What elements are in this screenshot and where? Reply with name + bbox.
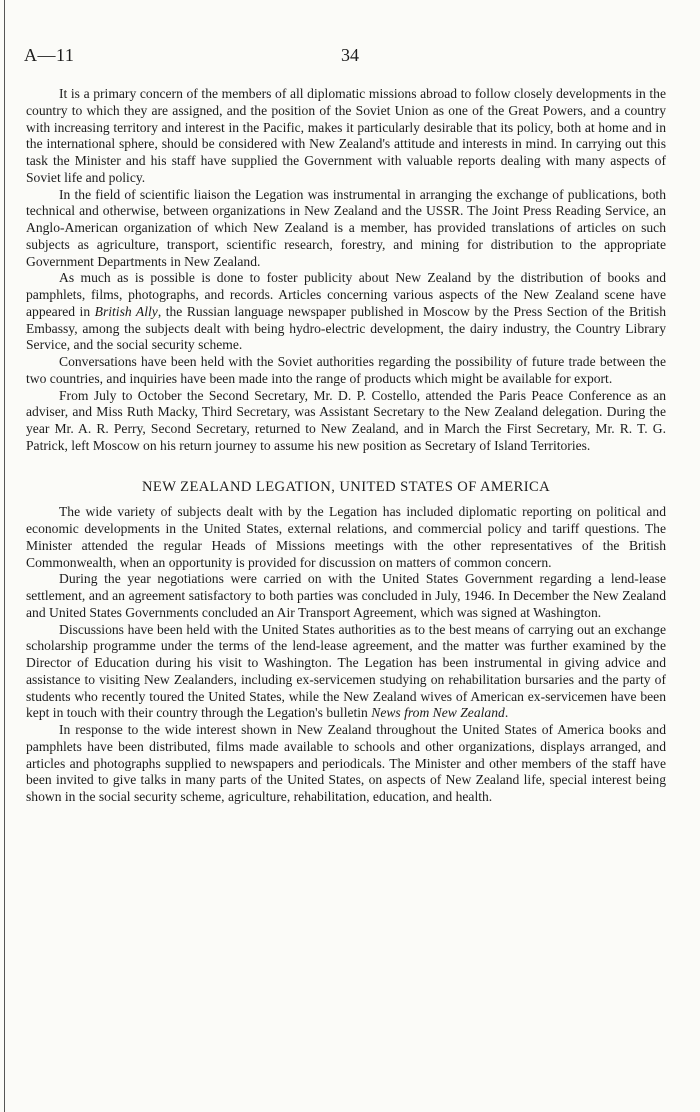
paragraph [26,622,666,723]
paragraph-text: , the Russian language newspaper published in Moscow by the Press Section of the British Embassy, among the subjects dealt with being hydro-electric development, the dairy industry, the Country Library Service, and the social security scheme. [26,303,666,353]
publication-title: British Ally [94,303,158,319]
paragraph: In response to the wide interest shown in New Zealand throughout the United States of America books and pamphlets have been distributed, films made available to schools and other organizations, displays arranged, and articles and photographs supplied to newspapers and periodicals. The Minister and other members of the staff have been invited to give talks in many parts of the United States, on aspects of New Zealand life, special interest being shown in the social security scheme, agriculture, rehabilitation, education, and health. [26,722,666,804]
paragraph: In the field of scientific liaison the Legation was instrumental in arranging the exchange of publications, both technical and otherwise, between organizations in New Zealand and the USSR. The Joint Press Reading Service, an Anglo-American organization of which New Zealand is a member, has provided translations of articles on such subjects as agriculture, transport, scientific research, forestry, and mining for distribution to the appropriate Government Departments in New Zealand. [26,186,666,269]
page-number: 34 [341,45,359,65]
publication-title: News from New Zealand [371,705,505,721]
paragraph: The wide variety of subjects dealt with by the Legation has included diplomatic reporting on political and economic developments in the United States, external relations, and commercial policy and tariff questions. The Minister attended the regular Heads of Missions meetings with the other representatives of the British Commonwealth, when an opportunity is provided for discussion on matters of common concern. [26,504,666,570]
page-body [26,86,666,806]
paragraph [26,270,666,354]
page-header [24,45,676,69]
paragraph-text: As much as is possible is done to foster publicity about New Zealand by the distribution of books and pamphlets, films, photographs, and records. Articles concerning various aspects of the New Zealand scene have appeared in [26,270,666,319]
document-reference: A—11 [24,45,75,65]
paragraph: Conversations have been held with the Soviet authorities regarding the possibility of future trade between the two countries, and inquiries have been made into the range of products which might be available for export. [26,354,666,386]
paragraph-text: . [504,705,509,721]
paragraph-text: Discussions have been held with the United States authorities as to the best means of carrying out an exchange scholarship programme under the terms of the lend-lease agreement, and the matter was further examined by the Director of Education during his visit to Washington. The Legation has been instrumental in giving advice and assistance to visiting New Zealanders, including ex-servicemen studying on rehabilitation bursaries and the party of students who recently toured the United States, while the New Zealand wives of American ex-servicemen have been kept in touch with their country through the Legation's bulletin [26,621,666,721]
page-left-rule [4,0,5,1112]
paragraph: From July to October the Second Secretary, Mr. D. P. Costello, attended the Paris Peace Conference as an adviser, and Miss Ruth Macky, Third Secretary, was Assistant Secretary to the New Zealand delegation. During the year Mr. A. R. Perry, Second Secretary, returned to New Zealand, and in March the First Secretary, Mr. R. T. G. Patrick, left Moscow on his return journey to assume his new position as Secretary of Island Territories. [26,387,666,453]
paragraph: During the year negotiations were carried on with the United States Government regarding a lend-lease settlement, and an agreement satisfactory to both parties was concluded in July, 1946. In December the New Zealand and United States Governments concluded an Air Transport Agreement, which was signed at Washington. [26,571,666,620]
section-heading: NEW ZEALAND LEGATION, UNITED STATES OF AMERICA [141,478,551,495]
paragraph: It is a primary concern of the members of all diplomatic missions abroad to follow closely developments in the country to which they are assigned, and the position of the Soviet Union as one of the Great Powers, and a country with increasing territory and interest in the Pacific, makes it particularly desirable that its policy, both at home and in the international sphere, should be considered with New Zealand's attitude and interests in mind. In carrying out this task the Minister and his staff have supplied the Government with valuable reports dealing with many aspects of Soviet life and policy. [26,86,666,185]
